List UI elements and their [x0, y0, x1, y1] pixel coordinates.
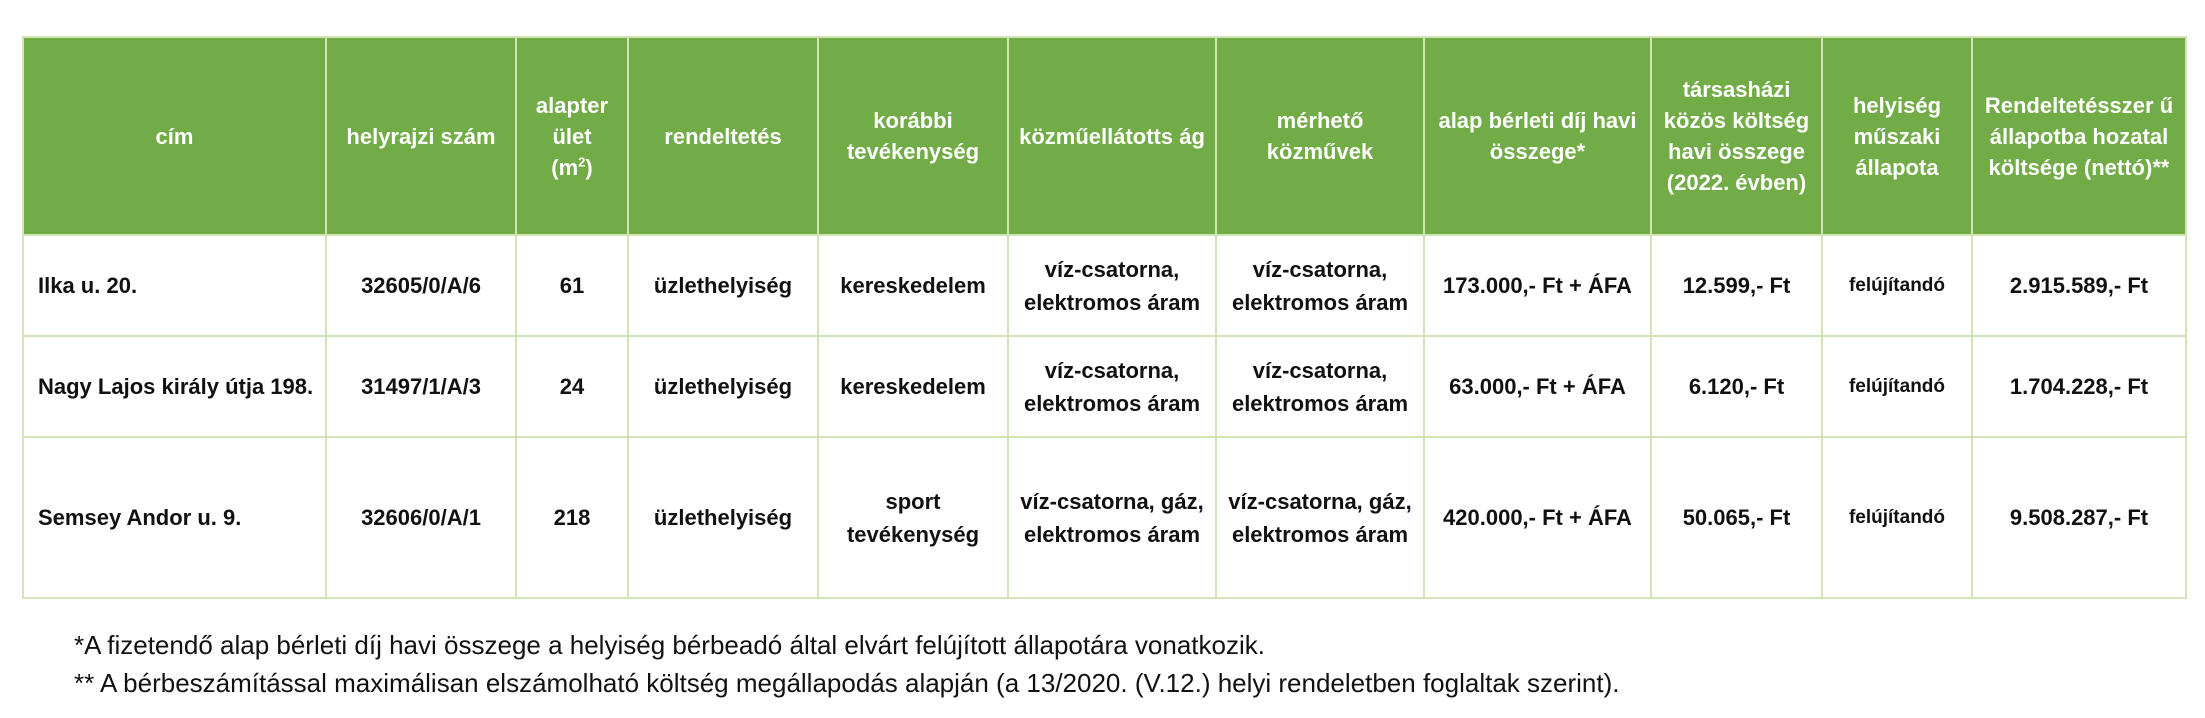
footnote-cost: ** A bérbeszámítással maximálisan elszámolható költség megállapodás alapján (a 13/2020. (V.12.) helyi rendeletben foglaltak szerint).	[74, 668, 1620, 698]
cell-purpose: üzlethelyiség	[628, 336, 818, 437]
footnote-rent: *A fizetendő alap bérleti díj havi összege a helyiség bérbeadó által elvárt felújított állapotára vonatkozik.	[74, 630, 1265, 660]
cell-condition: felújítandó	[1822, 235, 1972, 336]
header-address: cím	[23, 37, 326, 235]
cell-prev-activity: kereskedelem	[818, 235, 1008, 336]
cell-utilities: víz-csatorna, elektromos áram	[1008, 336, 1216, 437]
table-row	[23, 235, 2186, 336]
header-condition: helyiség műszaki állapota	[1822, 37, 1972, 235]
header-common-cost: társasházi közös költség havi összege (2022. évben)	[1651, 37, 1822, 235]
cell-purpose: üzlethelyiség	[628, 235, 818, 336]
header-area-unit-post: )	[585, 154, 593, 180]
table-header-row	[23, 37, 2186, 235]
cell-rent: 173.000,- Ft + ÁFA	[1424, 235, 1651, 336]
property-table	[22, 36, 2187, 599]
cell-rent: 420.000,- Ft + ÁFA	[1424, 437, 1651, 598]
cell-prev-activity: kereskedelem	[818, 336, 1008, 437]
cell-metered: víz-csatorna, elektromos áram	[1216, 235, 1424, 336]
header-utilities: közműellátotts ág	[1008, 37, 1216, 235]
header-prev-activity: korábbi tevékenység	[818, 37, 1008, 235]
header-area-unit-sup: 2	[578, 154, 586, 170]
cell-renovation: 1.704.228,- Ft	[1972, 336, 2186, 437]
header-area-unit-pre: (m	[551, 154, 579, 180]
cell-address: Semsey Andor u. 9.	[23, 437, 326, 598]
cell-prev-activity: sport tevékenység	[818, 437, 1008, 598]
header-metered: mérhető közművek	[1216, 37, 1424, 235]
header-parcel: helyrajzi szám	[326, 37, 516, 235]
cell-common-cost: 12.599,- Ft	[1651, 235, 1822, 336]
header-area-label: alapter ület	[535, 92, 609, 149]
cell-metered: víz-csatorna, gáz, elektromos áram	[1216, 437, 1424, 598]
cell-renovation: 9.508.287,- Ft	[1972, 437, 2186, 598]
header-area	[516, 37, 628, 235]
cell-common-cost: 6.120,- Ft	[1651, 336, 1822, 437]
footnotes	[74, 626, 1619, 702]
header-rent: alap bérleti díj havi összege*	[1424, 37, 1651, 235]
table-row	[23, 437, 2186, 598]
property-table-container	[22, 36, 2185, 599]
cell-area: 61	[516, 235, 628, 336]
cell-purpose: üzlethelyiség	[628, 437, 818, 598]
cell-utilities: víz-csatorna, gáz, elektromos áram	[1008, 437, 1216, 598]
cell-area: 218	[516, 437, 628, 598]
cell-renovation: 2.915.589,- Ft	[1972, 235, 2186, 336]
table-row	[23, 336, 2186, 437]
cell-parcel: 31497/1/A/3	[326, 336, 516, 437]
header-renovation: Rendeltetésszer ű állapotba hozatal költsége (nettó)**	[1972, 37, 2186, 235]
cell-metered: víz-csatorna, elektromos áram	[1216, 336, 1424, 437]
cell-address: Ilka u. 20.	[23, 235, 326, 336]
cell-parcel: 32606/0/A/1	[326, 437, 516, 598]
cell-area: 24	[516, 336, 628, 437]
cell-parcel: 32605/0/A/6	[326, 235, 516, 336]
cell-address: Nagy Lajos király útja 198.	[23, 336, 326, 437]
cell-utilities: víz-csatorna, elektromos áram	[1008, 235, 1216, 336]
cell-condition: felújítandó	[1822, 336, 1972, 437]
cell-rent: 63.000,- Ft + ÁFA	[1424, 336, 1651, 437]
cell-condition: felújítandó	[1822, 437, 1972, 598]
cell-common-cost: 50.065,- Ft	[1651, 437, 1822, 598]
header-purpose: rendeltetés	[628, 37, 818, 235]
